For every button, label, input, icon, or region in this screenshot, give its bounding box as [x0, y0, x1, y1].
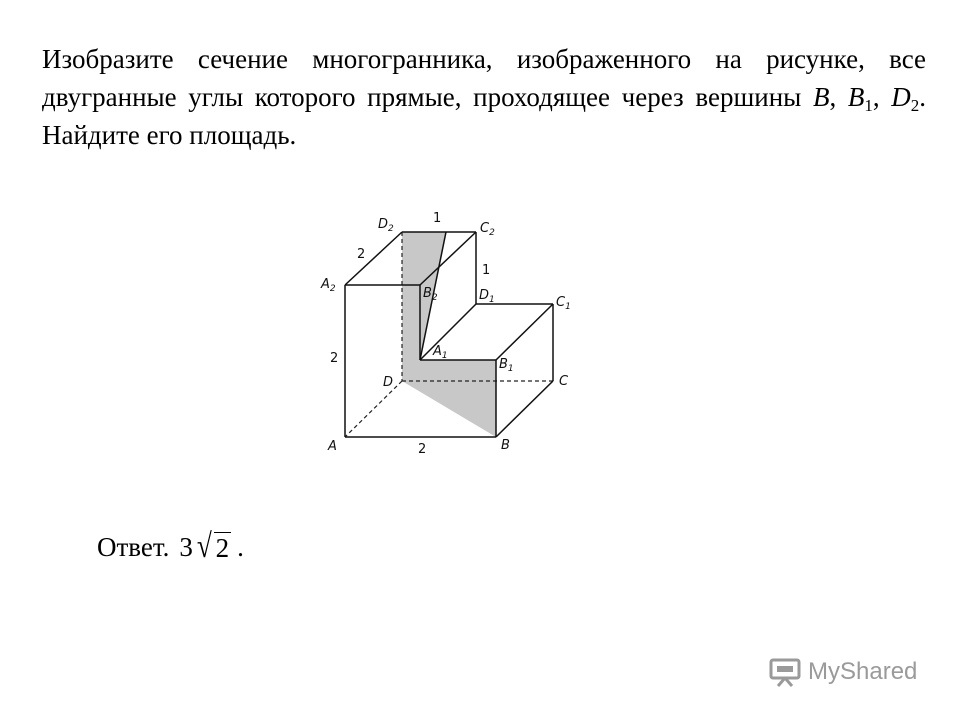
answer-label: Ответ. — [97, 532, 170, 562]
problem-intro: Изобразите сечение многогранника, изображенного на рисунке, все двугранные углы которого прямые, проходящее через вершины — [42, 44, 926, 112]
vertex-label-a1: $A_1$ — [433, 344, 448, 361]
vertex-label-d2: $D_2$ — [378, 217, 394, 234]
answer-end: . — [237, 532, 244, 562]
separator: , — [829, 82, 848, 112]
vertex-label-a: A — [328, 439, 337, 454]
edge-label-d2c2: 1 — [433, 211, 442, 226]
vertex-label-c2: $C_2$ — [480, 221, 495, 238]
vertex-label-b: B — [501, 438, 510, 453]
problem-statement — [42, 40, 926, 154]
watermark — [768, 657, 917, 687]
vertex-label-c1: $C_1$ — [556, 295, 571, 312]
watermark-text: MyShared — [808, 658, 918, 685]
vertex-label-a2: $A_2$ — [321, 277, 336, 294]
vertex-b1-sub: 1 — [864, 96, 873, 115]
edge-label-c2d1: 1 — [482, 263, 491, 278]
edge-label-a2d2: 2 — [357, 247, 366, 262]
sqrt-sign-icon: √ — [196, 528, 212, 565]
problem-tail: . Найдите его площадь. — [42, 82, 927, 150]
presentation-board-icon — [768, 657, 802, 687]
vertex-label-c: C — [559, 374, 569, 389]
vertex-label-d: D — [383, 375, 394, 390]
edge-label-ab: 2 — [418, 442, 427, 457]
answer-coefficient: 3 — [179, 532, 193, 562]
vertex-b: B — [812, 82, 830, 112]
answer-value — [179, 530, 231, 564]
vertex-d2: D — [891, 82, 911, 112]
vertex-b1: B — [847, 82, 865, 112]
edge-label-aa2: 2 — [330, 351, 339, 366]
answer-line — [97, 530, 244, 564]
vertex-label-d1: $D_1$ — [479, 288, 495, 305]
vertex-d2-sub: 2 — [910, 96, 920, 115]
answer-radicand: 2 — [215, 532, 230, 563]
separator: , — [872, 82, 892, 112]
polyhedron-figure — [300, 200, 600, 470]
vertex-label-b2: $B_2$ — [423, 286, 438, 303]
vertex-label-b1: $B_1$ — [499, 357, 514, 374]
